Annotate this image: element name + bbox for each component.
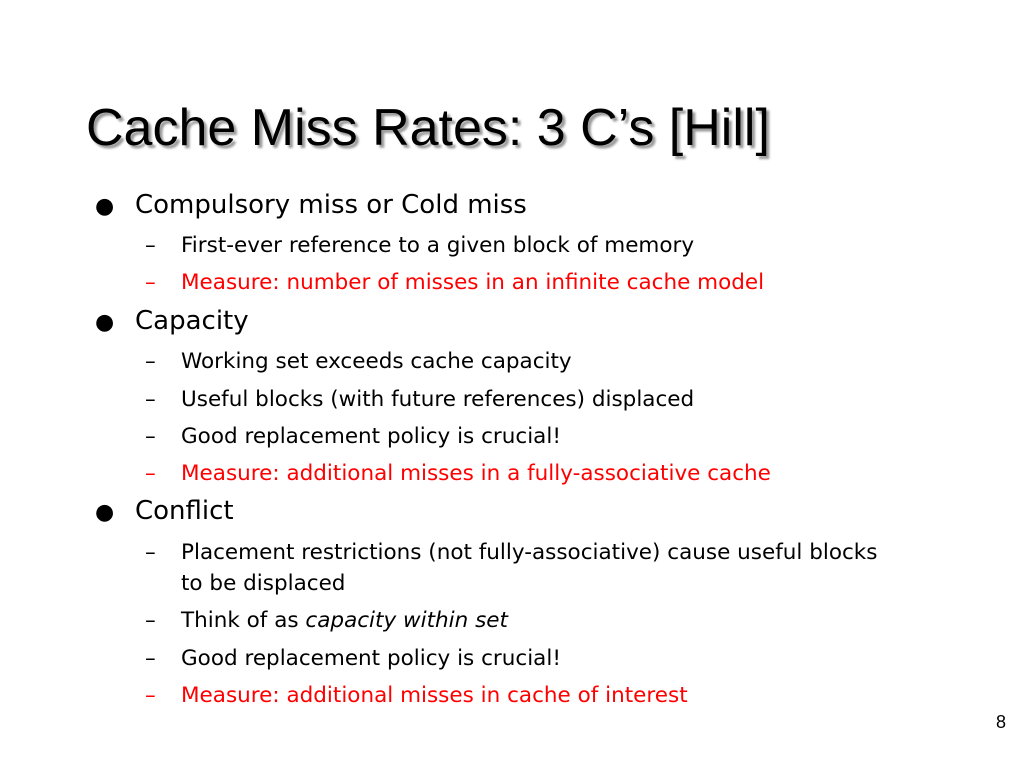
bullet-item-conflict	[95, 496, 234, 526]
sub-item-text: First-ever reference to a given block of memory	[181, 233, 695, 258]
sub-item-measure	[145, 270, 764, 295]
dash-icon: –	[145, 540, 156, 565]
dash-icon: –	[145, 461, 156, 486]
dash-icon: –	[145, 349, 156, 374]
sub-item-measure	[145, 683, 688, 708]
bullet-icon: ●	[95, 500, 115, 525]
sub-item-text: Working set exceeds cache capacity	[181, 349, 572, 374]
sub-item	[145, 387, 694, 412]
bullet-icon: ●	[95, 194, 115, 219]
sub-item-text: Measure: number of misses in an infinite cache model	[181, 270, 765, 295]
sub-item	[145, 646, 561, 671]
dash-icon: –	[145, 683, 156, 708]
sub-item	[145, 540, 877, 565]
dash-icon: –	[145, 608, 156, 633]
sub-item-text: Measure: additional misses in a fully-associative cache	[181, 461, 771, 486]
sub-item	[145, 608, 508, 633]
sub-item-measure	[145, 461, 771, 486]
dash-icon: –	[145, 646, 156, 671]
bullet-text: Compulsory miss or Cold miss	[135, 190, 527, 220]
dash-icon: –	[145, 233, 156, 258]
sub-item-text: Good replacement policy is crucial!	[181, 424, 561, 449]
sub-item	[145, 349, 572, 374]
bullet-text: Capacity	[135, 306, 249, 336]
sub-item	[145, 233, 694, 258]
sub-item-text: Useful blocks (with future references) displaced	[181, 387, 695, 412]
sub-item-text: Measure: additional misses in cache of interest	[181, 683, 688, 708]
sub-item-prefix: Think of as	[181, 608, 306, 633]
sub-item-continuation: to be displaced	[181, 571, 346, 596]
sub-item-text: Good replacement policy is crucial!	[181, 646, 561, 671]
dash-icon: –	[145, 387, 156, 412]
sub-item-emphasis: capacity within set	[305, 608, 508, 633]
slide-title: Cache Miss Rates: 3 C’s [Hill]	[86, 99, 770, 157]
page-number: 8	[996, 712, 1007, 732]
bullet-icon: ●	[95, 310, 115, 335]
bullet-item-compulsory	[95, 190, 527, 220]
bullet-item-capacity	[95, 306, 249, 336]
sub-item	[145, 424, 561, 449]
bullet-text: Conflict	[135, 496, 234, 526]
sub-item-text: Placement restrictions (not fully-associative) cause useful blocks	[181, 540, 878, 565]
dash-icon: –	[145, 270, 156, 295]
dash-icon: –	[145, 424, 156, 449]
